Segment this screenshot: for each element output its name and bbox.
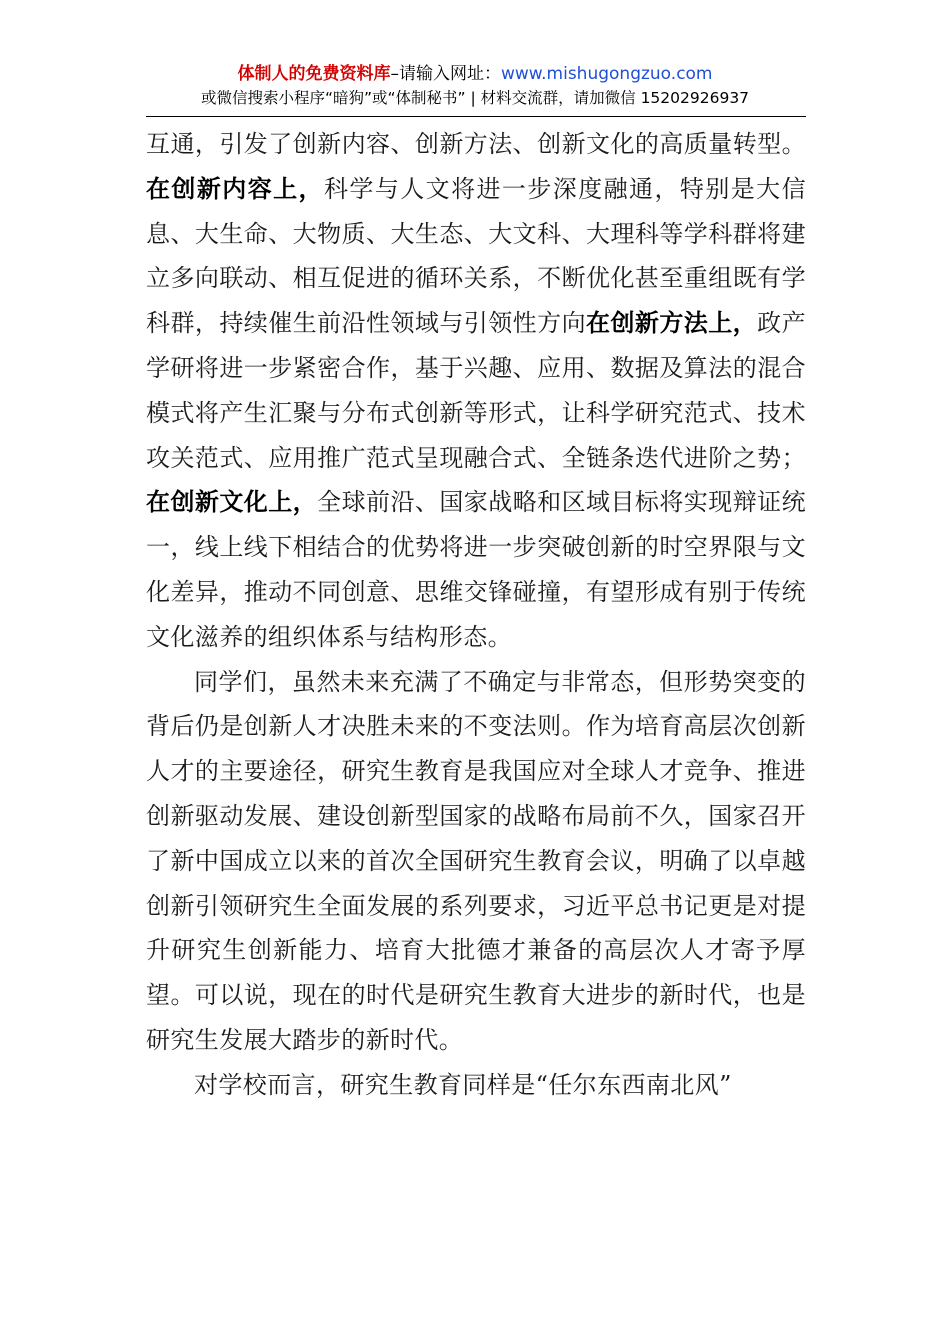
- paragraph-1-text-1: 互通，引发了创新内容、创新方法、创新文化的高质量转型。: [146, 130, 806, 158]
- header-divider: [146, 116, 806, 117]
- paragraph-1-text-4: 全球前沿、国家战略和区域目标将实现辩证统一，线上线下相结合的优势将进一步突破创新的时空界限与文化差异，推动不同创意、思维交锋碰撞，有望形成有别于传统文化滋养的组织体系与结构形态。: [146, 488, 806, 651]
- paragraph-1-text-2: 科学与人文将进一步深度融通，特别是大信息、大生命、大物质、大生态、大文科、大理科等学科群将建立多向联动、相互促进的循环关系，不断优化甚至重组既有学科群，持续催生前沿性领域与引领性方向: [146, 174, 806, 338]
- paragraph-1: [146, 122, 806, 660]
- paragraph-3: 对学校而言，研究生教育同样是“任尔东西南北风”: [194, 1070, 732, 1099]
- header-line-2: 或微信搜索小程序“暗狗”或“体制秘书” | 材料交流群，请加微信 15202926937: [200, 89, 750, 107]
- header-prompt: –请输入网址：: [390, 64, 501, 84]
- header-url-link[interactable]: www.mishugongzuo.com: [500, 64, 713, 84]
- paragraph-1-text-3: 政产学研将进一步紧密合作，基于兴趣、应用、数据及算法的混合模式将产生汇聚与分布式创新等形式，让科学研究范式、技术攻关范式、应用推广范式呈现融合式、全链条迭代进阶之势；: [146, 309, 806, 472]
- header-brand: 体制人的免费资料库: [237, 64, 391, 84]
- paragraph-2: 同学们，虽然未来充满了不确定与非常态，但形势突变的背后仍是创新人才决胜未来的不变法则。作为培育高层次创新人才的主要途径，研究生教育是我国应对全球人才竞争、推进创新驱动发展、建设创新型国家的战略布局前不久，国家召开了新中国成立以来的首次全国研究生教育会议，明确了以卓越创新引领研究生全面发展的系列要求，习近平总书记更是对提升研究生创新能力、培育大批德才兼备的高层次人才寄予厚望。可以说，现在的时代是研究生教育大进步的新时代，也是研究生发展大踏步的新时代。: [146, 667, 806, 1054]
- paragraph-1-bold-2: 在创新方法上，: [586, 309, 758, 338]
- paragraph-1-bold-3: 在创新文化上，: [146, 488, 318, 517]
- paragraph-1-bold-1: 在创新内容上，: [146, 174, 324, 203]
- document-body: [146, 122, 806, 1108]
- page-header: [0, 62, 950, 110]
- header-line-1: [0, 62, 950, 86]
